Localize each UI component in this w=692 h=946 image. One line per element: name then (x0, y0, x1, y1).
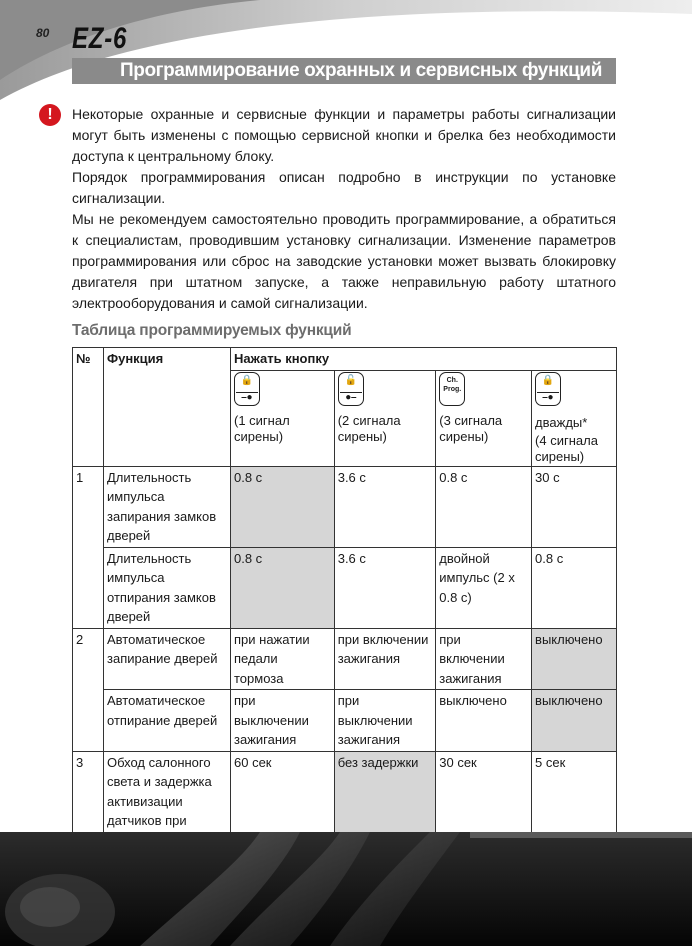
value-cell: 3.6 с (334, 547, 436, 628)
button-cell-4 (532, 370, 617, 466)
lock-key-remote-icon: 🔒 ⎯● (234, 372, 260, 406)
value-cell: выключено (532, 628, 617, 690)
value-cell: при выключении зажигания (231, 690, 335, 752)
row-number: 1 (73, 466, 104, 628)
value-cell: выключено (532, 690, 617, 752)
unlock-key-remote-icon: 🔓 ●⎯ (338, 372, 364, 406)
value-cell: 3.6 с (334, 466, 436, 547)
intro-paragraph-2: Порядок программирования описан подробно в инструкции по установке сигнализации. (72, 169, 616, 206)
value-cell: 30 сек (436, 751, 532, 852)
row-number: 2 (73, 628, 104, 751)
ch-label: Ch. (446, 376, 458, 384)
button-label: (4 сигнала сирены) (535, 432, 598, 464)
button-label: (2 сигнала сирены) (337, 413, 401, 444)
button-cell-2 (334, 370, 436, 466)
button-label: (3 сигнала сирены) (439, 413, 503, 444)
value-cell: 0.8 с (231, 466, 335, 547)
warning-icon: ! (39, 104, 61, 126)
decorative-footer-image (0, 832, 692, 946)
value-cell: 0.8 с (532, 547, 617, 628)
button-cell-3 (436, 370, 532, 466)
section-title: Таблица программируемых функций (72, 322, 352, 339)
button-cell-1 (231, 370, 335, 466)
prog-label: Prog. (443, 385, 462, 393)
table-row (73, 690, 617, 752)
value-cell: при включении зажигания (436, 628, 532, 690)
intro-paragraph-1: Некоторые охранные и сервисные функции и параметры работы сигнализации могут быть изменены с помощью сервисной кнопки и брелка без необходимости доступа к центральному блоку. (72, 106, 616, 164)
table-row (73, 628, 617, 690)
functions-table (72, 347, 617, 852)
intro-text (72, 104, 616, 314)
value-cell: 30 с (532, 466, 617, 547)
value-cell: при включении зажигания (334, 628, 436, 690)
value-cell: двойной импульс (2 х 0.8 с) (436, 547, 532, 628)
page-title: Программирование охранных и сервисных функций (72, 58, 616, 84)
function-name: Длительность импульса отпирания замков дверей (104, 547, 231, 628)
col-num-header: № (73, 348, 104, 467)
col-func-header: Функция (104, 348, 231, 467)
value-cell: без задержки (334, 751, 436, 852)
intro-paragraph-3: Мы не рекомендуем самостоятельно проводить программирование, а обратиться к специалистам, проводившим установку сигнализации. Изменение параметров программирования или сброс на заводские установки может вызвать блокировку двигателя при штатном запуске, а также неправильную работу штатного электрооборудования и самой сигнализации. (72, 211, 616, 311)
value-cell: 60 сек (231, 751, 335, 852)
value-cell: 0.8 с (231, 547, 335, 628)
twice-label: дважды* (535, 415, 588, 430)
value-cell: 5 сек (532, 751, 617, 852)
table-header-row (73, 348, 617, 371)
brand-logo: EZ-6 (72, 22, 128, 55)
button-label: (1 сигнал сирены) (234, 413, 290, 444)
table-row (73, 466, 617, 547)
function-name: Обход салонного света и задержка активизации датчиков при (104, 751, 231, 852)
value-cell: при нажатии педали тормоза (231, 628, 335, 690)
col-press-header: Нажать кнопку (231, 348, 617, 371)
ch-prog-remote-icon (439, 372, 465, 406)
value-cell: 0.8 с (436, 466, 532, 547)
function-name: Длительность импульса запирания замков дверей (104, 466, 231, 547)
value-cell: выключено (436, 690, 532, 752)
value-cell: при выключении зажигания (334, 690, 436, 752)
page-number: 80 (36, 26, 50, 40)
lock-key-remote-icon: 🔒 ⎯● (535, 372, 561, 406)
row-number: 3 (73, 751, 104, 852)
function-name: Автоматическое запирание дверей (104, 628, 231, 690)
function-name: Автоматическое отпирание дверей (104, 690, 231, 752)
table-row (73, 547, 617, 628)
